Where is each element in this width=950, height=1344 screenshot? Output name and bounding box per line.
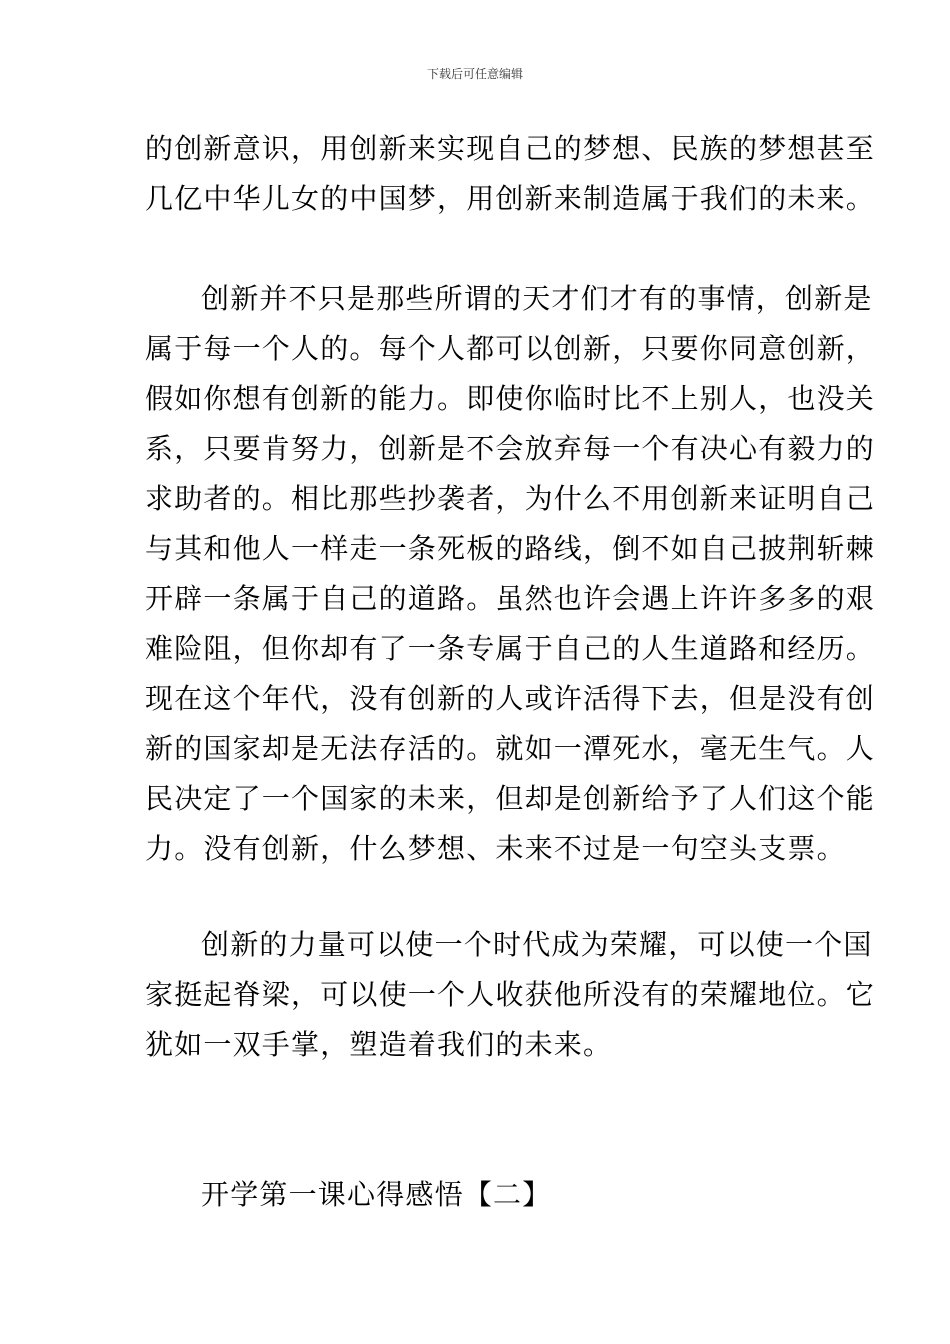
paragraph-2-line-12: 力。没有创新，什么梦想、未来不过是一句空头支票。 bbox=[145, 832, 846, 865]
paragraph-2-line-4: 系，只要肯努力，创新是不会放弃每一个有决心有毅力的 bbox=[145, 432, 876, 465]
paragraph-2-line-5: 求助者的。相比那些抄袭者，为什么不用创新来证明自己 bbox=[145, 482, 876, 515]
paragraph-1-line-2: 几亿中华儿女的中国梦，用创新来制造属于我们的未来。 bbox=[145, 182, 876, 215]
paragraph-2-line-9: 现在这个年代，没有创新的人或许活得下去，但是没有创 bbox=[145, 682, 876, 715]
paragraph-2-line-2: 属于每一个人的。每个人都可以创新，只要你同意创新， bbox=[145, 332, 876, 365]
paragraph-3-line-3: 犹如一双手掌，塑造着我们的未来。 bbox=[145, 1028, 613, 1061]
paragraph-2-line-1: 创新并不只是那些所谓的天才们才有的事情，创新是 bbox=[201, 282, 873, 315]
paragraph-3-line-1: 创新的力量可以使一个时代成为荣耀，可以使一个国 bbox=[201, 928, 873, 961]
paragraph-2-line-10: 新的国家却是无法存活的。就如一潭死水，毫无生气。人 bbox=[145, 732, 876, 765]
paragraph-2-line-8: 难险阻，但你却有了一条专属于自己的人生道路和经历。 bbox=[145, 632, 876, 665]
paragraph-2-line-3: 假如你想有创新的能力。即使你临时比不上别人，也没关 bbox=[145, 382, 876, 415]
section-heading: 开学第一课心得感悟【二】 bbox=[201, 1178, 552, 1211]
paragraph-1-line-1: 的创新意识，用创新来实现自己的梦想、民族的梦想甚至 bbox=[145, 132, 876, 165]
paragraph-3-line-2: 家挺起脊梁，可以使一个人收获他所没有的荣耀地位。它 bbox=[145, 978, 876, 1011]
paragraph-2-line-7: 开辟一条属于自己的道路。虽然也许会遇上许许多多的艰 bbox=[145, 582, 876, 615]
page-header: 下载后可任意编辑 bbox=[426, 67, 523, 81]
paragraph-2-line-6: 与其和他人一样走一条死板的路线，倒不如自己披荆斩棘 bbox=[145, 532, 876, 565]
paragraph-2-line-11: 民决定了一个国家的未来，但却是创新给予了人们这个能 bbox=[145, 782, 876, 815]
